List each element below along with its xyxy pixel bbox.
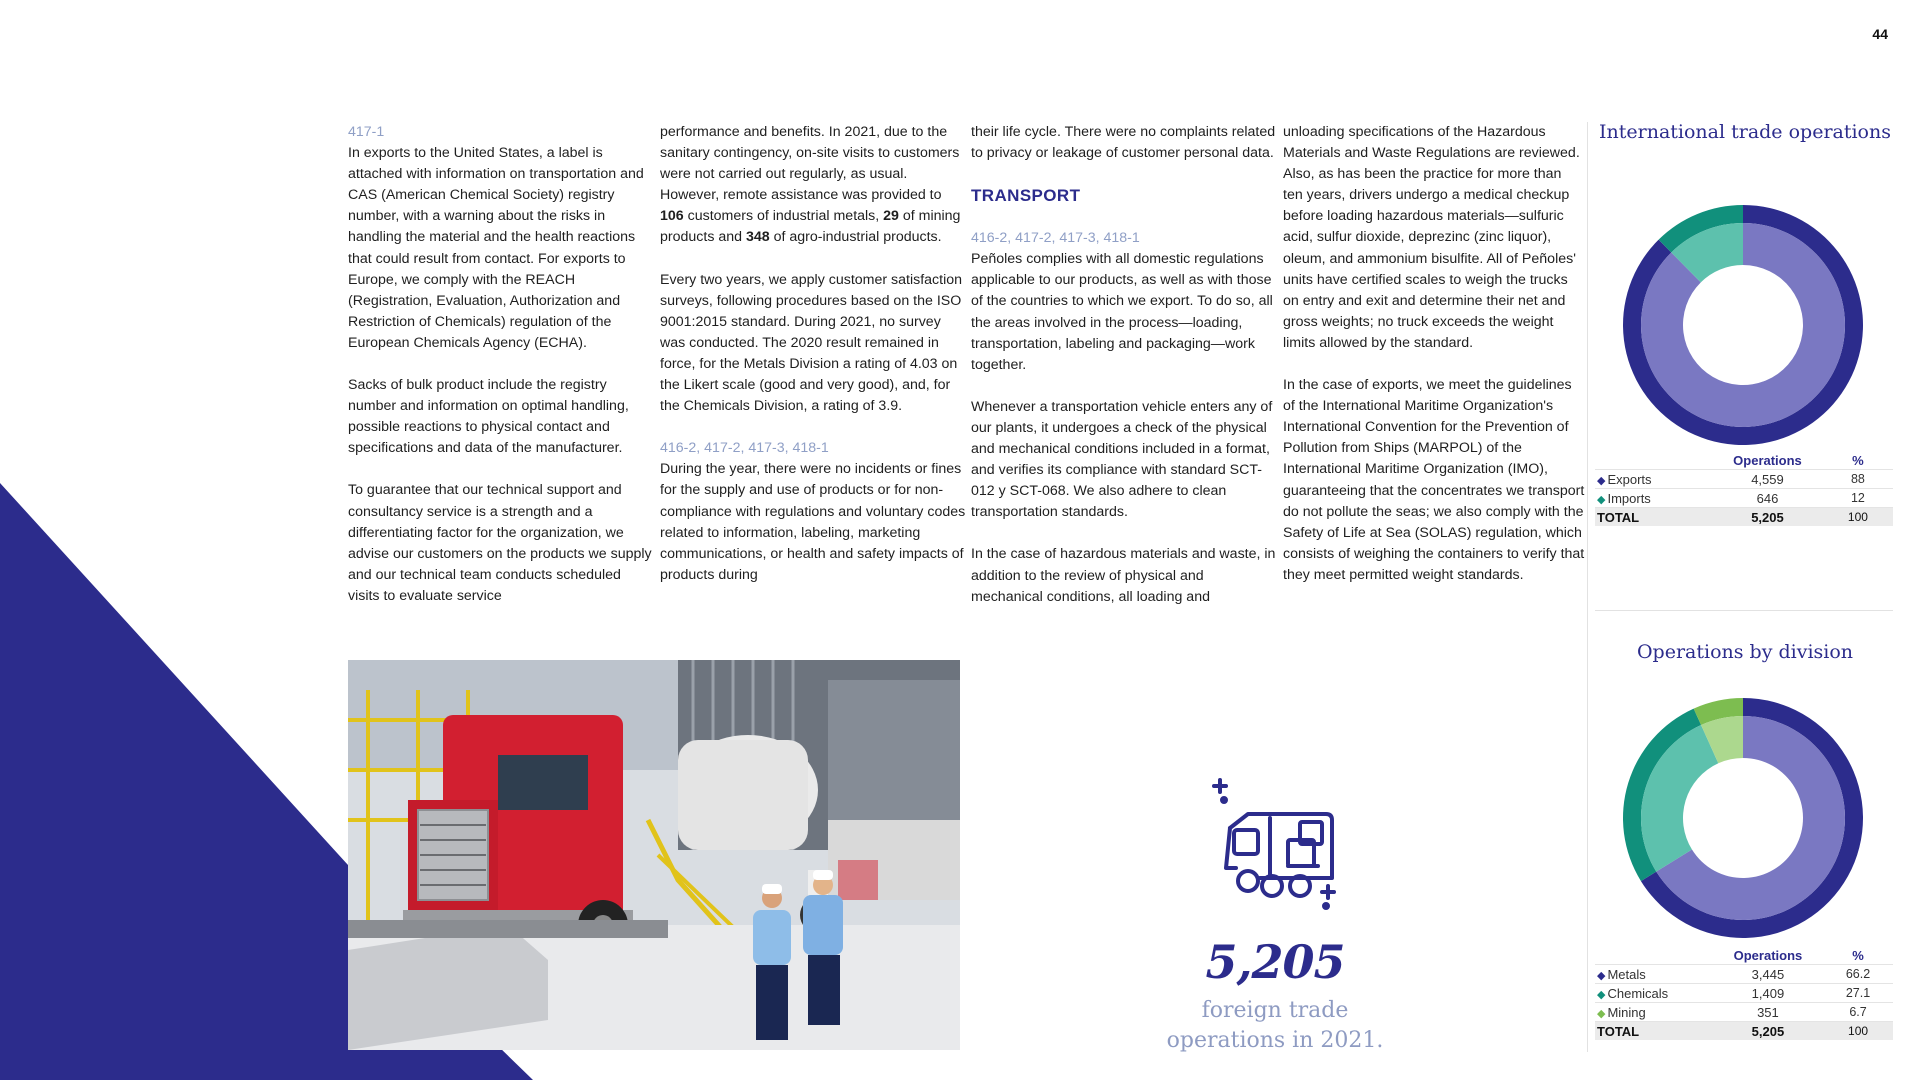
percent-value: 12 — [1823, 489, 1893, 508]
table-total-row — [1595, 1022, 1893, 1041]
truck-icon — [1208, 778, 1348, 914]
row-label: ◆ Exports — [1595, 470, 1712, 489]
page-number: 44 — [1872, 26, 1888, 42]
paragraph: Whenever a transportation vehicle enters any of our plants, it undergoes a check of the physical and mechanical conditions included in a format, and verifies its compliance with standard SCT-012 y SCT-068. We also adhere to clean transportation standards. — [971, 398, 1273, 521]
total-percent: 100 — [1823, 1022, 1893, 1041]
operations-value: 351 — [1713, 1003, 1823, 1022]
paragraph: Sacks of bulk product include the registry number and information on optimal handling, possible reactions to physical contact and specifications and data of the manufacturer. — [348, 377, 629, 457]
column-header-percent: % — [1852, 453, 1864, 468]
sidebar-divider — [1587, 122, 1588, 1052]
text-column-3 — [971, 122, 1277, 608]
operations-value: 646 — [1712, 489, 1823, 508]
operations-by-division-table — [1595, 947, 1893, 1040]
row-label: ◆ Mining — [1595, 1003, 1713, 1022]
gri-reference: 416-2, 417-2, 417-3, 418-1 — [971, 230, 1140, 247]
table-row — [1595, 984, 1893, 1003]
table-total-row — [1595, 508, 1893, 527]
percent-value: 66.2 — [1823, 965, 1893, 984]
chart-title-operations-by-division: Operations by division — [1636, 641, 1854, 663]
gri-reference: 416-2, 417-2, 417-3, 418-1 — [660, 440, 829, 457]
operations-value: 4,559 — [1712, 470, 1823, 489]
paragraph: In exports to the United States, a label is attached with information on transportation and CAS (American Chemical Society) registry number, with a warning about the risks in handling the material and the health reactions that could result from contact. For exports to Europe, we comply with the REACH (Registration, Evaluation, Authorization and Restriction of Chemicals) regulation of the European Chemicals Agency (ECHA). — [348, 145, 644, 351]
paragraph: To guarantee that our technical support and consultancy service is a strength and a differentiating factor for the organization, we advise our customers on the products we supply and our technical team conducts scheduled visits to evaluate service — [348, 482, 652, 604]
text-column-4 — [1283, 122, 1585, 586]
total-label: TOTAL — [1595, 508, 1712, 527]
row-label: ◆ Metals — [1595, 965, 1713, 984]
stat-caption: foreign trade operations in 2021. — [1166, 998, 1384, 1053]
operations-value: 3,445 — [1713, 965, 1823, 984]
paragraph: Every two years, we apply customer satisfaction surveys, following procedures based on the ISO 9001:2015 standard. During 2021, no survey was conducted. The 2020 result remained in force, for the Metals Division a rating of 4.03 on the Likert scale (good and very good), and, for the Chemicals Division, a rating of 3.9. — [660, 271, 962, 415]
row-label: ◆ Imports — [1595, 489, 1712, 508]
total-operations: 5,205 — [1713, 1022, 1823, 1041]
donut-slice-exports — [1641, 223, 1845, 427]
table-row — [1595, 470, 1893, 489]
percent-value: 88 — [1823, 470, 1893, 489]
percent-value: 6.7 — [1823, 1003, 1893, 1022]
total-label: TOTAL — [1595, 1022, 1713, 1041]
paragraph: their life cycle. There were no complaints related to privacy or leakage of customer personal data. — [971, 124, 1276, 162]
table-row — [1595, 489, 1893, 508]
row-label: ◆ Chemicals — [1595, 984, 1713, 1003]
percent-value: 27.1 — [1823, 984, 1893, 1003]
section-divider — [1595, 610, 1893, 611]
legend-diamond-icon: ◆ — [1597, 474, 1606, 487]
column-header-percent: % — [1852, 948, 1864, 963]
table-row — [1595, 965, 1893, 984]
paragraph: Peñoles complies with all domestic regulations applicable to our products, as well as with those of the countries to which we export. To do so, all the areas involved in the process—loading, transportation, labeling and packaging—work together. — [971, 251, 1273, 373]
chart-title-international-trade: International trade operations — [1599, 121, 1891, 143]
operations-value: 1,409 — [1713, 984, 1823, 1003]
legend-diamond-icon: ◆ — [1597, 1007, 1606, 1020]
section-heading: TRANSPORT — [971, 186, 1081, 206]
table-row — [1595, 1003, 1893, 1022]
legend-diamond-icon: ◆ — [1597, 969, 1606, 982]
total-percent: 100 — [1823, 508, 1893, 527]
paragraph: unloading specifications of the Hazardous Materials and Waste Regulations are reviewed. Also, as has been the practice for more than ten years, drivers undergo a medical checkup before loading hazardous materials—sulfuric acid, sulfur dioxide, deprezinc (zinc liquor), oleum, and ammonium bisulfite. All of Peñoles' units have certified scales to weigh the trucks on entry and exit and determine their net and gross weights; no truck exceeds the weight limits allowed by the standard. — [1283, 124, 1580, 351]
international-trade-table — [1595, 452, 1893, 526]
stat-number: 5,205 — [1205, 935, 1345, 989]
total-operations: 5,205 — [1712, 508, 1823, 527]
donut-chart-operations-by-division — [1623, 698, 1863, 938]
legend-diamond-icon: ◆ — [1597, 988, 1606, 1001]
paragraph: In the case of exports, we meet the guidelines of the International Maritime Organization's International Convention for the Prevention of Pollution from Ships (MARPOL) of the International Maritime Organization (IMO), guaranteeing that the concentrates we transport do not pollute the seas; we also comply with the Safety of Life at Sea (SOLAS) regulation, which consists of weighing the containers to verify that they meet permitted weight standards. — [1283, 377, 1585, 583]
text-column-1 — [348, 122, 654, 607]
paragraph: During the year, there were no incidents or fines for the supply and use of products or for non-compliance with regulations and voluntary codes related to information, labeling, marketing communications, or health and safety impacts of products during — [660, 461, 966, 583]
truck-photo — [348, 660, 960, 1050]
gri-reference: 417-1 — [348, 124, 385, 140]
donut-chart-international-trade — [1623, 205, 1863, 445]
legend-diamond-icon: ◆ — [1597, 493, 1606, 506]
text-column-2 — [660, 122, 966, 586]
column-header-operations: Operations — [1733, 453, 1802, 468]
paragraph: performance and benefits. In 2021, due to the sanitary contingency, on-site visits to customers were not carried out regularly, as usual. However, remote assistance was provided to 106 customers of industrial metals, 29 of mining products and 348 of agro-industrial products. — [660, 124, 961, 246]
column-header-operations: Operations — [1733, 948, 1803, 963]
paragraph: In the case of hazardous materials and waste, in addition to the review of physical and mechanical conditions, all loading and — [971, 546, 1276, 605]
